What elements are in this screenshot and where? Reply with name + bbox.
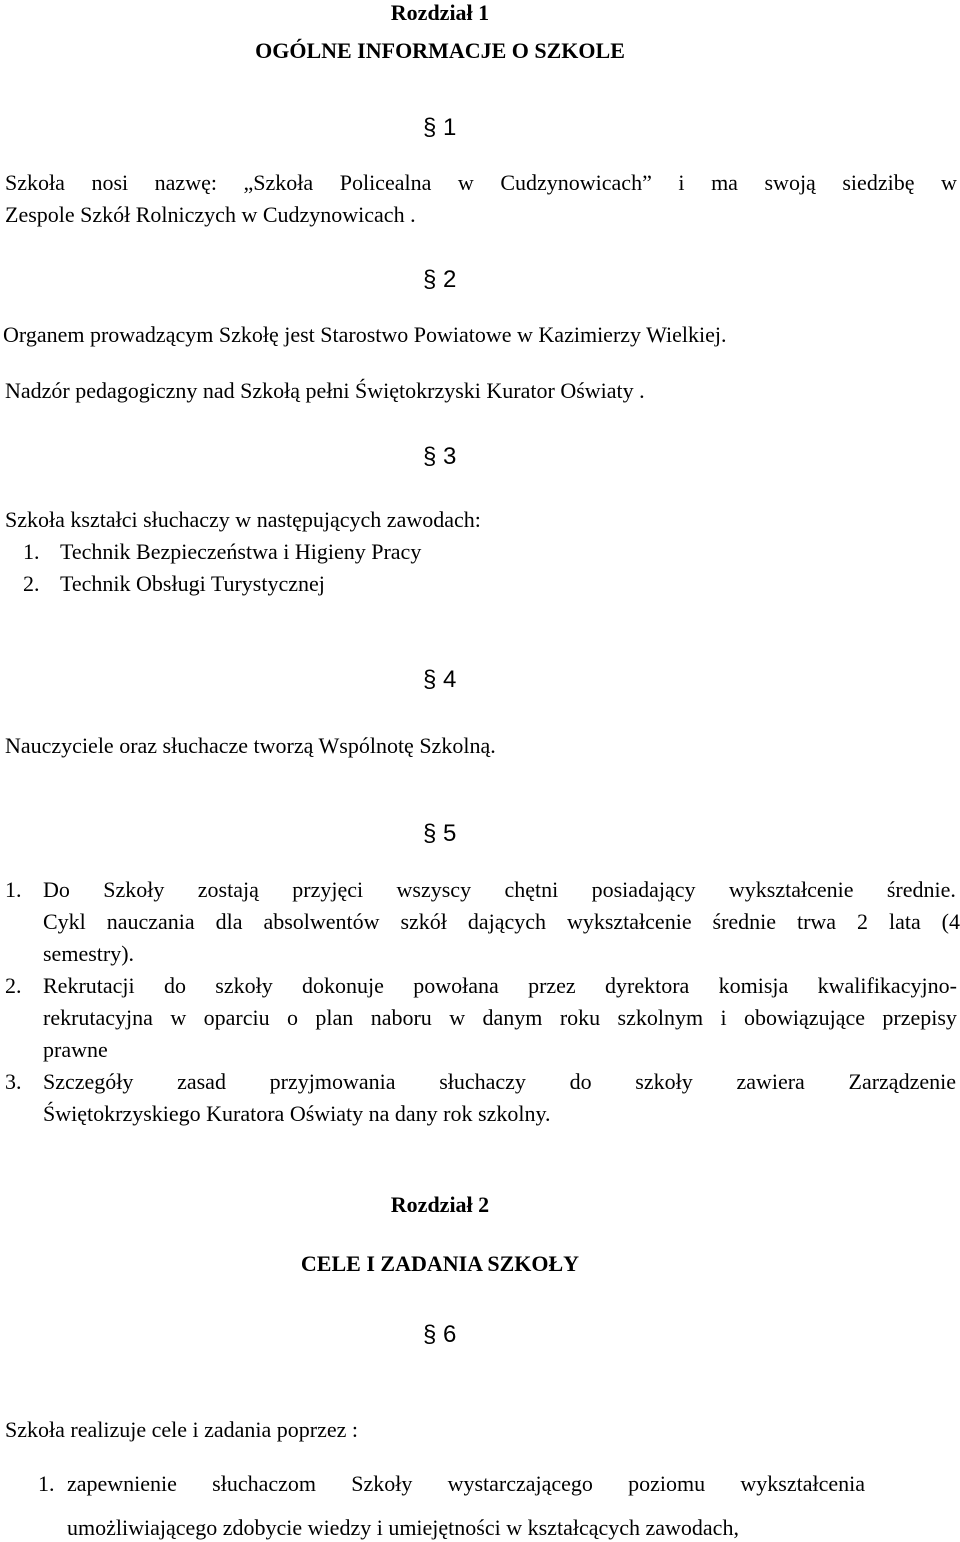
- paragraph-5-sign: § 5: [423, 820, 457, 847]
- paragraph-5-item-1-line-3: semestry).: [43, 941, 135, 966]
- word: i: [720, 1005, 727, 1030]
- word: ma: [711, 170, 738, 195]
- word: Szczegóły: [43, 1069, 134, 1094]
- word: Cykl: [43, 909, 86, 934]
- word: Policealna: [339, 170, 432, 195]
- list-item-number: 2.: [23, 571, 40, 596]
- word: przepisy: [882, 1005, 957, 1030]
- word: w: [941, 170, 957, 195]
- chapter-1-title: OGÓLNE INFORMACJE O SZKOLE: [255, 38, 625, 63]
- word: trwa: [796, 909, 837, 934]
- paragraph-6-intro: Szkoła realizuje cele i zadania poprzez :: [5, 1417, 359, 1442]
- paragraph-5-item-2-line-3: prawne: [43, 1037, 108, 1062]
- word: Szkoła: [5, 170, 65, 195]
- word: do: [163, 973, 186, 998]
- word: wszyscy: [396, 877, 472, 902]
- word: szkół: [400, 909, 447, 934]
- word: nauczania: [106, 909, 195, 934]
- paragraph-3-sign: § 3: [423, 443, 457, 470]
- list-item-number: 3.: [5, 1069, 22, 1094]
- paragraph-5-item-3-line-1: [43, 1069, 956, 1095]
- word: średnie: [712, 909, 777, 934]
- word: szkoły: [635, 1069, 693, 1094]
- word: nazwę:: [154, 170, 217, 195]
- paragraph-1-sign: § 1: [423, 114, 457, 141]
- word: i: [678, 170, 685, 195]
- word: absolwentów: [263, 909, 380, 934]
- word: (4: [941, 909, 960, 934]
- word: roku: [559, 1005, 601, 1030]
- word: słuchaczy: [439, 1069, 526, 1094]
- word: „Szkoła: [243, 170, 314, 195]
- paragraph-4-sign: § 4: [423, 666, 457, 693]
- word: komisja: [718, 973, 789, 998]
- word: w: [170, 1005, 187, 1030]
- word: swoją: [764, 170, 816, 195]
- paragraph-3-intro: Szkoła kształci słuchaczy w następujących zawodach:: [5, 507, 481, 532]
- word: lata: [888, 909, 921, 934]
- word: w: [449, 1005, 466, 1030]
- chapter-2-title: CELE I ZADANIA SZKOŁY: [300, 1251, 580, 1276]
- word: posiadający: [591, 877, 696, 902]
- word: nosi: [91, 170, 129, 195]
- paragraph-5-item-1-line-1: [43, 877, 956, 903]
- word: Szkoły: [351, 1471, 413, 1496]
- paragraph-2-sign: § 2: [423, 266, 457, 293]
- word: zapewnienie: [67, 1471, 177, 1496]
- chapter-1-label: Rozdział 1: [390, 0, 490, 25]
- word: o: [287, 1005, 299, 1030]
- word: Szkoły: [103, 877, 165, 902]
- paragraph-2-line-1: Organem prowadzącym Szkołę jest Starostwo Powiatowe w Kazimierzy Wielkiej.: [3, 322, 727, 347]
- word: kwalifikacyjno-: [817, 973, 957, 998]
- word: danym: [482, 1005, 543, 1030]
- word: szkoły: [215, 973, 273, 998]
- word: Cudzynowicach”: [500, 170, 652, 195]
- word: w: [457, 170, 474, 195]
- word: szkolnym: [617, 1005, 704, 1030]
- word: oparciu: [203, 1005, 270, 1030]
- chapter-2-label: Rozdział 2: [390, 1192, 490, 1217]
- word: dokonuje: [302, 973, 384, 998]
- word: siedzibę: [842, 170, 915, 195]
- word: do: [569, 1069, 592, 1094]
- paragraph-1-line-2: Zespole Szkół Rolniczych w Cudzynowicach .: [5, 202, 416, 227]
- word: wykształcenie: [728, 877, 854, 902]
- paragraph-6-item-1-line-1: [67, 1471, 865, 1497]
- word: przez: [528, 973, 576, 998]
- word: słuchaczom: [212, 1471, 317, 1496]
- word: 2: [857, 909, 869, 934]
- word: przyjęci: [292, 877, 364, 902]
- paragraph-2-line-2: Nadzór pedagogiczny nad Szkołą pełni Świętokrzyski Kurator Oświaty .: [5, 378, 645, 403]
- word: poziomu: [628, 1471, 706, 1496]
- word: dla: [215, 909, 243, 934]
- word: naboru: [370, 1005, 432, 1030]
- paragraph-6-item-1-line-2: umożliwiającego zdobycie wiedzy i umiejętności w kształcących zawodach,: [67, 1515, 739, 1540]
- word: przyjmowania: [269, 1069, 396, 1094]
- word: wykształcenia: [740, 1471, 865, 1496]
- list-item-number: 2.: [5, 973, 22, 998]
- word: wystarczającego: [447, 1471, 593, 1496]
- paragraph-5-item-3-line-2: Świętokrzyskiego Kuratora Oświaty na dany rok szkolny.: [43, 1101, 551, 1126]
- word: dyrektora: [605, 973, 690, 998]
- list-item-text: Technik Obsługi Turystycznej: [60, 571, 325, 596]
- word: zawiera: [736, 1069, 805, 1094]
- paragraph-5-item-1-line-2: [43, 909, 960, 935]
- paragraph-6-sign: § 6: [423, 1321, 457, 1348]
- word: Do: [43, 877, 70, 902]
- word: średnie.: [886, 877, 956, 902]
- list-item-number: 1.: [5, 877, 22, 902]
- word: rekrutacyjna: [43, 1005, 153, 1030]
- list-item-number: 1.: [23, 539, 40, 564]
- word: wykształcenie: [566, 909, 692, 934]
- word: powołana: [413, 973, 499, 998]
- paragraph-1-line-1: [5, 170, 957, 196]
- word: Zarządzenie: [848, 1069, 956, 1094]
- paragraph-4-text: Nauczyciele oraz słuchacze tworzą Wspólnotę Szkolną.: [5, 733, 496, 758]
- word: chętni: [504, 877, 559, 902]
- list-item-text: Technik Bezpieczeństwa i Higieny Pracy: [60, 539, 422, 564]
- word: zostają: [197, 877, 259, 902]
- list-item-number: 1.: [38, 1471, 55, 1496]
- word: plan: [315, 1005, 354, 1030]
- word: zasad: [177, 1069, 226, 1094]
- word: Rekrutacji: [43, 973, 135, 998]
- word: dających: [467, 909, 547, 934]
- paragraph-5-item-2-line-1: [43, 973, 957, 999]
- paragraph-5-item-2-line-2: [43, 1005, 957, 1031]
- word: obowiązujące: [744, 1005, 865, 1030]
